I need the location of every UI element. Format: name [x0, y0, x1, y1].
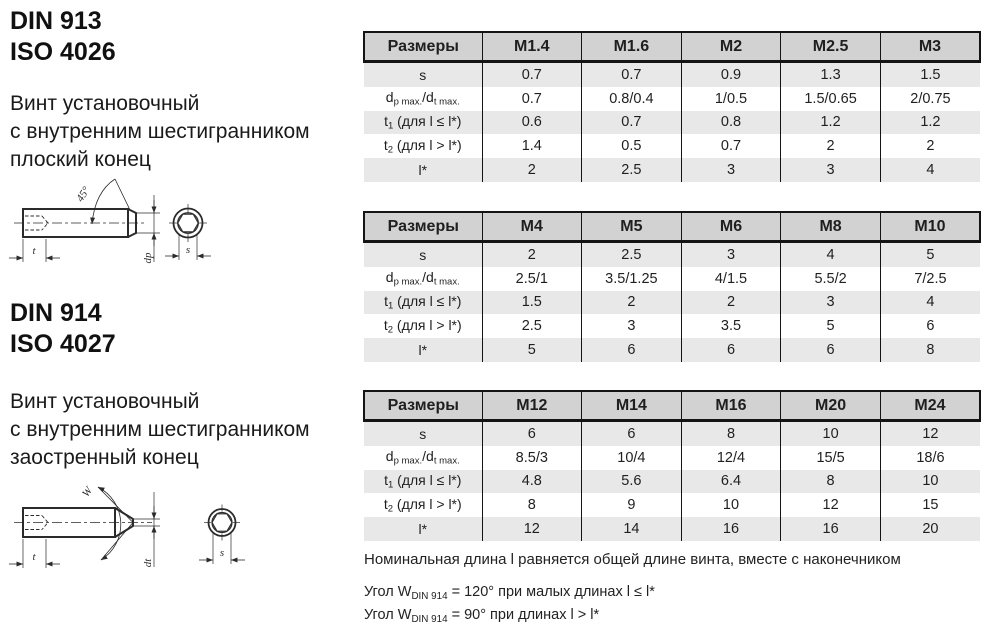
- column-header: M1.6: [582, 32, 682, 62]
- value-cell: 3: [781, 291, 881, 315]
- column-header: M3: [880, 32, 980, 62]
- table-row: [364, 493, 980, 517]
- value-cell: 2: [482, 242, 582, 267]
- row-label: l*: [418, 342, 428, 359]
- value-cell: 2: [781, 134, 881, 158]
- row-label: s: [419, 425, 427, 442]
- column-header: M2.5: [781, 32, 881, 62]
- value-cell: 6: [681, 338, 781, 362]
- table-row: [364, 470, 980, 494]
- column-header: M2: [681, 32, 781, 62]
- value-cell: 1.3: [781, 62, 881, 87]
- column-header: M12: [482, 391, 582, 421]
- value-cell: 12: [482, 517, 582, 541]
- value-cell: 12/4: [681, 446, 781, 470]
- note-nominal-length: Номинальная длина l равняется общей длине винта, вместе с наконечником: [364, 551, 901, 568]
- value-cell: 10: [880, 470, 980, 494]
- value-cell: 1.5: [482, 291, 582, 315]
- row-label: $t_1$ (для l ≤ l*): [384, 293, 462, 312]
- column-header: M20: [781, 391, 881, 421]
- din-914-label: DIN 914: [10, 299, 102, 327]
- value-cell: 0.7: [482, 62, 582, 87]
- value-cell: 0.7: [582, 62, 682, 87]
- standard-block-913: [10, 6, 116, 68]
- value-cell: 3: [681, 158, 781, 182]
- sizes-header-cell: Размеры: [364, 391, 482, 421]
- value-cell: 2.5: [582, 242, 682, 267]
- angle-w-label: W: [79, 485, 96, 500]
- value-cell: 16: [681, 517, 781, 541]
- column-header: M14: [582, 391, 682, 421]
- value-cell: 0.8/0.4: [582, 87, 682, 111]
- table-row: [364, 421, 980, 446]
- value-cell: 3: [681, 242, 781, 267]
- row-label: $d_{p max.}/d_{t max.}$: [385, 448, 460, 468]
- value-cell: 1.4: [482, 134, 582, 158]
- value-cell: 2: [681, 291, 781, 315]
- value-cell: 2: [582, 291, 682, 315]
- value-cell: 4: [880, 291, 980, 315]
- column-header: M24: [880, 391, 980, 421]
- value-cell: 18/6: [880, 446, 980, 470]
- value-cell: 0.8: [681, 111, 781, 135]
- column-header: M16: [681, 391, 781, 421]
- value-cell: 15: [880, 493, 980, 517]
- dimensions-table-m4-m10: [363, 211, 981, 362]
- row-label: $t_1$ (для l ≤ l*): [384, 472, 462, 491]
- value-cell: 2: [880, 134, 980, 158]
- dt-dimension-label: dt: [142, 558, 154, 568]
- value-cell: 16: [781, 517, 881, 541]
- value-cell: 0.7: [681, 134, 781, 158]
- value-cell: 3: [582, 314, 682, 338]
- table-row: [364, 242, 980, 267]
- value-cell: 0.5: [582, 134, 682, 158]
- dimensions-table-m12-m24: [363, 390, 981, 541]
- value-cell: 2.5: [482, 314, 582, 338]
- description-913: [10, 90, 310, 174]
- value-cell: 5: [482, 338, 582, 362]
- table-row: [364, 134, 980, 158]
- value-cell: 4: [781, 242, 881, 267]
- value-cell: 6.4: [681, 470, 781, 494]
- t-dimension-label: t: [32, 551, 36, 563]
- table-header-row: [364, 32, 980, 62]
- value-cell: 6: [781, 338, 881, 362]
- value-cell: 0.7: [482, 87, 582, 111]
- table-row: [364, 314, 980, 338]
- value-cell: 5: [880, 242, 980, 267]
- value-cell: 3.5: [681, 314, 781, 338]
- value-cell: 1.2: [781, 111, 881, 135]
- row-label: $d_{p max.}/d_{t max.}$: [385, 89, 460, 109]
- drawing-din913-flat-point: [2, 170, 232, 280]
- dp-dimension-label: dp: [142, 252, 154, 264]
- row-label: $t_2$ (для l > l*): [383, 136, 462, 156]
- desc-line: плоский конец: [10, 148, 151, 171]
- value-cell: 1.5: [880, 62, 980, 87]
- note-angle-120: Угол $W_{DIN 914} = 120^\circ$ при малых длинах l ≤ l*: [364, 584, 655, 602]
- value-cell: 10: [681, 493, 781, 517]
- value-cell: 7/2.5: [880, 267, 980, 291]
- row-label: s: [419, 66, 427, 83]
- note-angle-90: Угол $W_{DIN 914} = 90^\circ$ при длинах l > l*: [364, 607, 600, 625]
- value-cell: 8: [880, 338, 980, 362]
- row-label: l*: [418, 521, 428, 538]
- row-label: l*: [418, 162, 428, 179]
- t-dimension-label: t: [32, 245, 36, 257]
- value-cell: 2.5: [582, 158, 682, 182]
- value-cell: 4: [880, 158, 980, 182]
- table-row: [364, 446, 980, 470]
- value-cell: 14: [582, 517, 682, 541]
- value-cell: 9: [582, 493, 682, 517]
- value-cell: 6: [482, 421, 582, 446]
- table-header-row: [364, 391, 980, 421]
- value-cell: 4.8: [482, 470, 582, 494]
- value-cell: 5.6: [582, 470, 682, 494]
- desc-line: Винт установочный: [10, 92, 200, 115]
- value-cell: 2.5/1: [482, 267, 582, 291]
- value-cell: 8: [681, 421, 781, 446]
- value-cell: 0.9: [681, 62, 781, 87]
- desc-line: с внутренним шестигранником: [10, 120, 310, 143]
- column-header: M5: [582, 212, 682, 242]
- value-cell: 10/4: [582, 446, 682, 470]
- value-cell: 1.2: [880, 111, 980, 135]
- column-header: M4: [482, 212, 582, 242]
- standard-block-914: [10, 298, 116, 360]
- value-cell: 6: [880, 314, 980, 338]
- column-header: M6: [681, 212, 781, 242]
- value-cell: 5.5/2: [781, 267, 881, 291]
- value-cell: 12: [880, 421, 980, 446]
- value-cell: 8.5/3: [482, 446, 582, 470]
- iso-4027-label: ISO 4027: [10, 330, 116, 358]
- s-dimension-label: s: [219, 547, 225, 559]
- value-cell: 6: [582, 421, 682, 446]
- value-cell: 15/5: [781, 446, 881, 470]
- table-row: [364, 267, 980, 291]
- column-header: M10: [880, 212, 980, 242]
- row-label: $t_1$ (для l ≤ l*): [384, 113, 462, 132]
- value-cell: 1.5/0.65: [781, 87, 881, 111]
- value-cell: 8: [482, 493, 582, 517]
- desc-line: заостренный конец: [10, 446, 199, 469]
- row-label: $d_{p max.}/d_{t max.}$: [385, 269, 460, 289]
- value-cell: 20: [880, 517, 980, 541]
- table-row: [364, 291, 980, 315]
- din-913-label: DIN 913: [10, 7, 102, 35]
- value-cell: 8: [781, 470, 881, 494]
- column-header: M8: [781, 212, 881, 242]
- dimensions-table-m1.4-m3: [363, 31, 981, 182]
- iso-4026-label: ISO 4026: [10, 38, 116, 66]
- table-header-row: [364, 212, 980, 242]
- desc-line: Винт установочный: [10, 390, 200, 413]
- value-cell: 4/1.5: [681, 267, 781, 291]
- desc-line: с внутренним шестигранником: [10, 418, 310, 441]
- table-row: [364, 62, 980, 87]
- table-row: [364, 517, 980, 541]
- sizes-header-cell: Размеры: [364, 32, 482, 62]
- row-label: $t_2$ (для l > l*): [383, 495, 462, 515]
- row-label: s: [419, 246, 427, 263]
- value-cell: 3: [781, 158, 881, 182]
- description-914: [10, 388, 310, 472]
- s-dimension-label: s: [185, 244, 191, 256]
- value-cell: 2/0.75: [880, 87, 980, 111]
- value-cell: 0.6: [482, 111, 582, 135]
- value-cell: 10: [781, 421, 881, 446]
- table-row: [364, 158, 980, 182]
- table-row: [364, 338, 980, 362]
- value-cell: 1/0.5: [681, 87, 781, 111]
- column-header: M1.4: [482, 32, 582, 62]
- table-row: [364, 87, 980, 111]
- row-label: $t_2$ (для l > l*): [383, 316, 462, 336]
- angle-45-label: 45°: [74, 184, 93, 205]
- value-cell: 2: [482, 158, 582, 182]
- table-row: [364, 111, 980, 135]
- value-cell: 0.7: [582, 111, 682, 135]
- value-cell: 3.5/1.25: [582, 267, 682, 291]
- value-cell: 6: [582, 338, 682, 362]
- value-cell: 12: [781, 493, 881, 517]
- value-cell: 5: [781, 314, 881, 338]
- sizes-header-cell: Размеры: [364, 212, 482, 242]
- drawing-din914-cone-point: [2, 472, 250, 592]
